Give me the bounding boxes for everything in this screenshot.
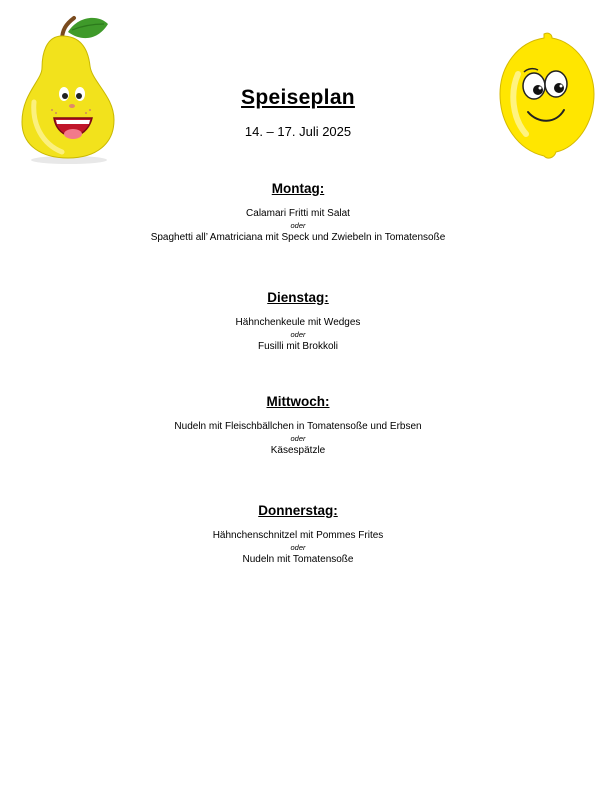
day-section-montag xyxy=(0,181,596,244)
or-separator: oder xyxy=(290,543,306,552)
dish-option-1: Nudeln mit Fleischbällchen in Tomatensoße und Erbsen xyxy=(174,421,422,432)
dish-option-2: Nudeln mit Tomatensoße xyxy=(242,554,354,565)
or-separator: oder xyxy=(290,434,306,443)
day-section-donnerstag xyxy=(0,503,596,566)
or-separator: oder xyxy=(290,330,306,339)
day-heading: Mittwoch: xyxy=(266,394,330,409)
day-heading: Montag: xyxy=(271,181,325,196)
dish-option-1: Calamari Fritti mit Salat xyxy=(246,208,350,219)
dish-option-2: Spaghetti all’ Amatriciana mit Speck und Zwiebeln in Tomatensoße xyxy=(150,232,446,243)
dish-option-1: Hähnchenkeule mit Wedges xyxy=(235,317,361,328)
day-section-dienstag xyxy=(0,290,596,353)
day-section-mittwoch xyxy=(0,394,596,457)
dish-option-1: Hähnchenschnitzel mit Pommes Frites xyxy=(212,530,384,541)
dish-option-2: Käsespätzle xyxy=(270,445,326,456)
dish-option-2: Fusilli mit Brokkoli xyxy=(257,341,338,352)
date-range: 14. – 17. Juli 2025 xyxy=(244,124,352,139)
page-title: Speiseplan xyxy=(241,86,355,109)
or-separator: oder xyxy=(290,221,306,230)
day-heading: Donnerstag: xyxy=(258,503,338,518)
day-heading: Dienstag: xyxy=(267,290,329,305)
